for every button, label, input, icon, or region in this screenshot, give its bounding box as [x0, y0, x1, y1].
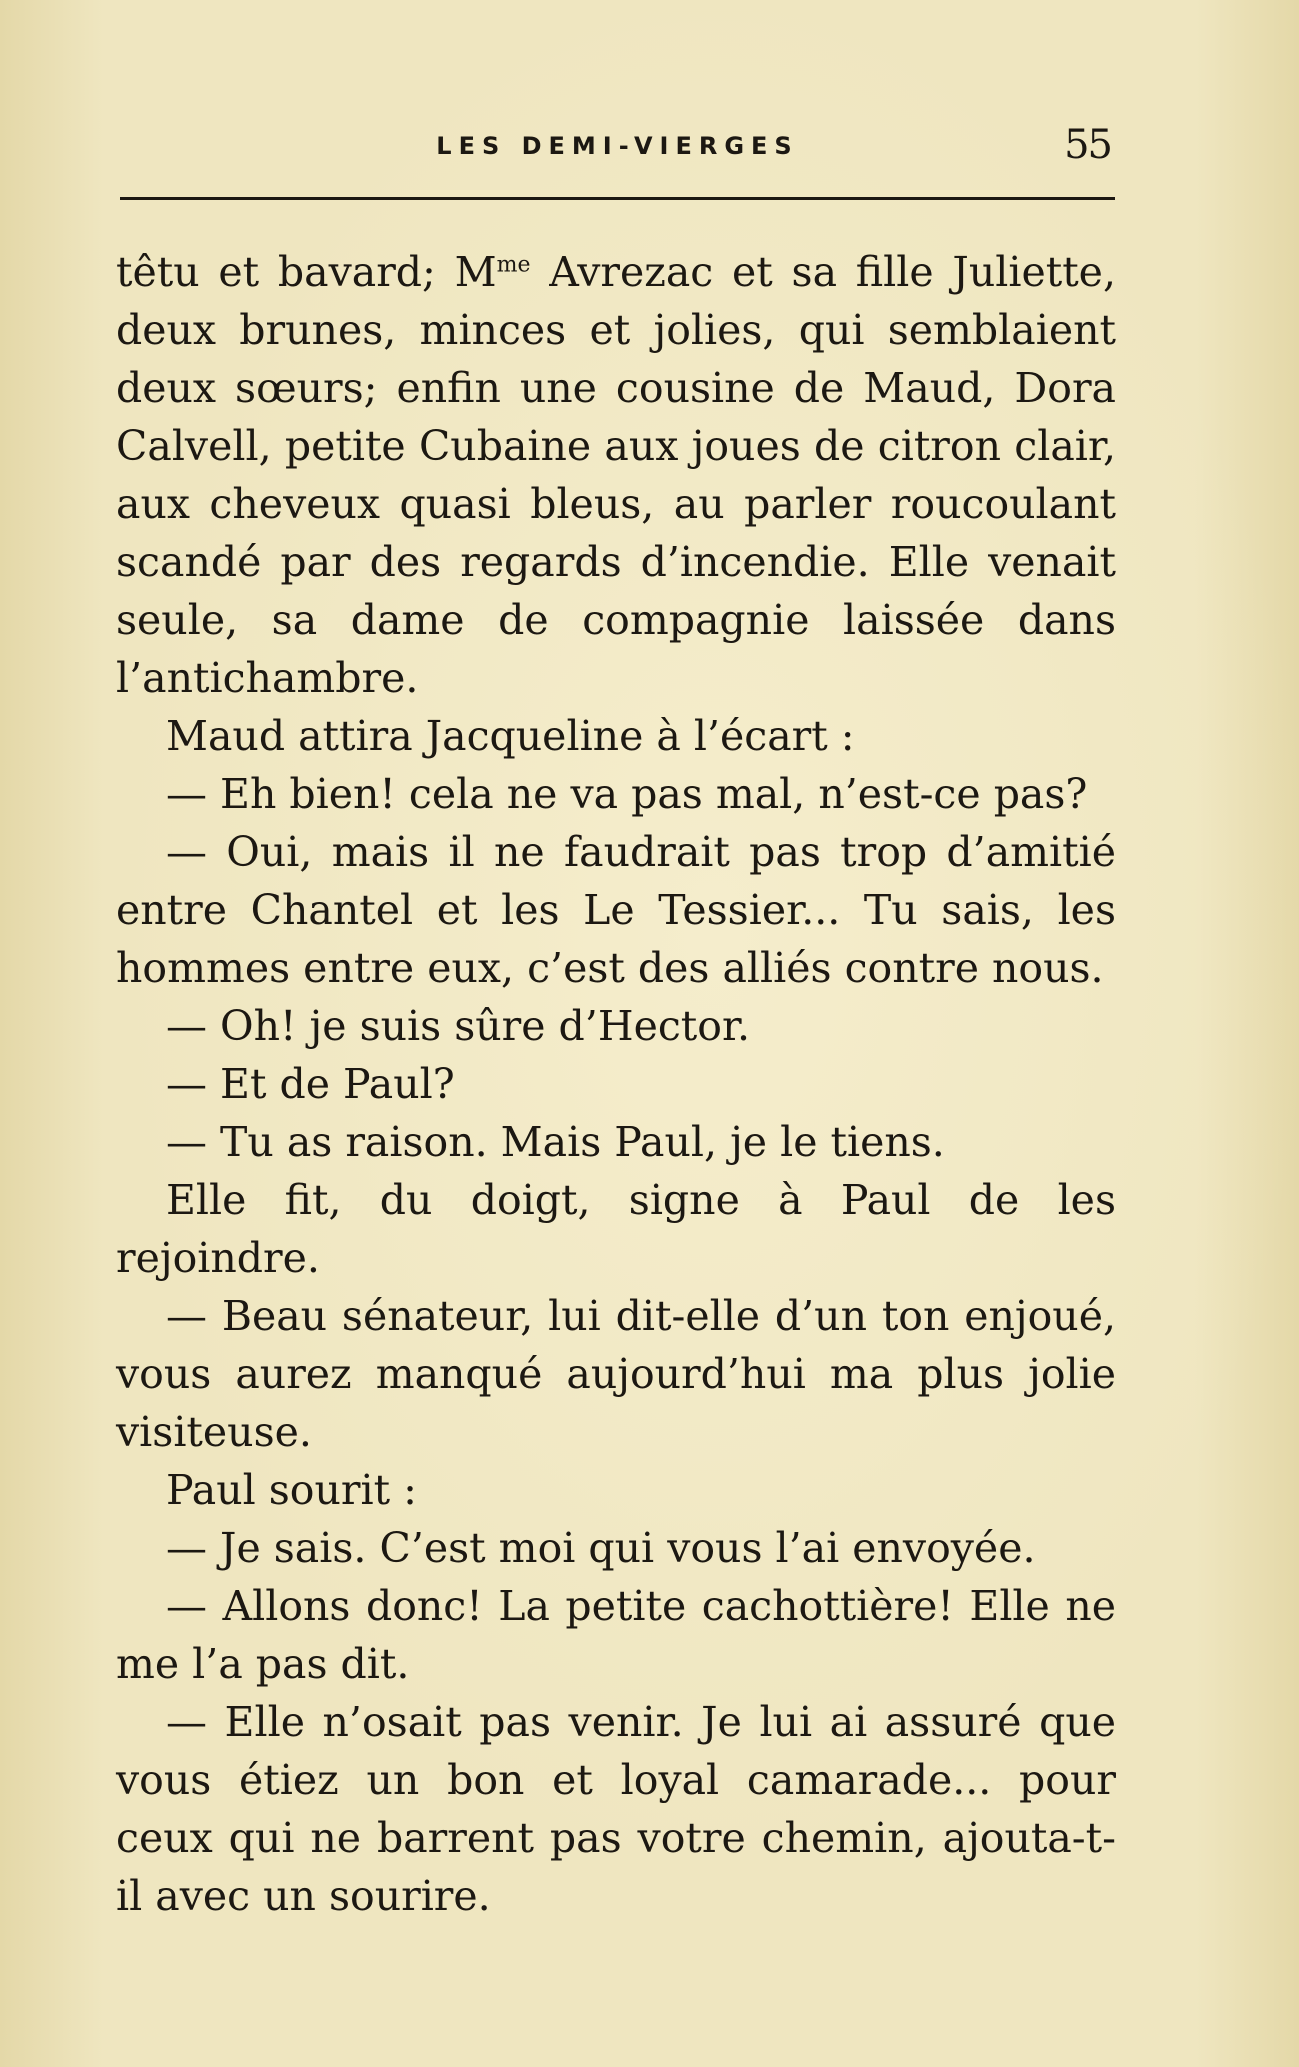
paragraph: têtu et bavard; $M^{me}$ Avrezac et sa fille Juliette, deux brunes, minces et jolies, qui semblaient deux sœurs; enfin une cousine de Maud, Dora Calvell, petite Cubaine aux joues de citron clair, aux cheveux quasi bleus, au parler roucoulant scandé par des regards d’incendie. Elle venait seule, sa dame de compagnie laissée dans l’antichambre. [116, 248, 1116, 702]
running-title: LES DEMI-VIERGES [436, 132, 799, 160]
paragraph: Elle fit, du doigt, signe à Paul de les rejoindre. [116, 1176, 1116, 1282]
dialogue-line: — Allons donc! La petite cachottière! Elle ne me l’a pas dit. [116, 1582, 1116, 1688]
dialogue-line: — Eh bien! cela ne va pas mal, n’est-ce pas? [166, 770, 1088, 818]
paragraph: Paul sourit : [166, 1466, 417, 1514]
dialogue-line: — Oh! je suis sûre d’Hector. [166, 1002, 751, 1050]
page-number: 55 [1064, 122, 1111, 168]
dialogue-line: — Beau sénateur, lui dit-elle d’un ton enjoué, vous aurez manqué aujourd’hui ma plus jolie visiteuse. [116, 1292, 1116, 1456]
paragraph: Maud attira Jacqueline à l’écart : [166, 712, 855, 760]
body-text [116, 243, 1116, 1925]
dialogue-line: — Oui, mais il ne faudrait pas trop d’amitié entre Chantel et les Le Tessier... Tu sais, les hommes entre eux, c’est des alliés contre nous. [116, 828, 1116, 992]
running-head [120, 118, 1115, 168]
dialogue-line: — Tu as raison. Mais Paul, je le tiens. [166, 1118, 945, 1166]
dialogue-line: — Je sais. C’est moi qui vous l’ai envoyée. [166, 1524, 1036, 1572]
dialogue-line: — Elle n’osait pas venir. Je lui ai assuré que vous étiez un bon et loyal camarade... pour ceux qui ne barrent pas votre chemin, ajouta-t-il avec un sourire. [116, 1698, 1116, 1920]
dialogue-line: — Et de Paul? [166, 1060, 455, 1108]
header-rule [120, 197, 1115, 200]
